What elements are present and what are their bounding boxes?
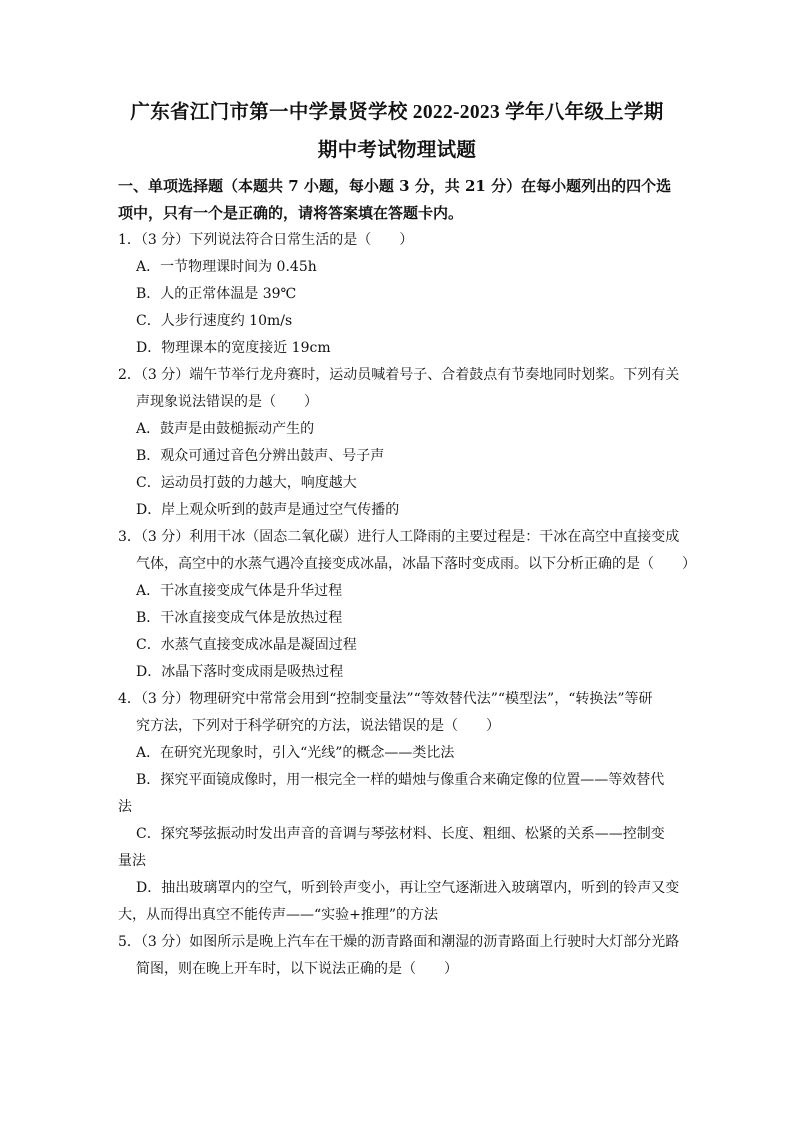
question-3-option-b: B．干冰直接变成气体是放热过程 — [136, 610, 343, 626]
question-5-stem-line2: 简图，则在晚上开车时，以下说法正确的是（ ） — [136, 961, 458, 977]
question-2-option-c: C．运动员打鼓的力越大，响度越大 — [136, 475, 357, 491]
question-4-option-c-line1: C．探究琴弦振动时发出声音的音调与琴弦材料、长度、粗细、松紧的关系——控制变 — [136, 826, 665, 842]
question-4-stem-line1: 4．（3 分）物理研究中常常会用到“控制变量法”“等效替代法”“模型法”，“转换法”等研 — [118, 691, 653, 707]
question-3-option-d: D．冰晶下落时变成雨是吸热过程 — [136, 664, 344, 680]
question-2-stem-line1: 2．（3 分）端午节举行龙舟赛时，运动员喊着号子、合着鼓点有节奏地同时划桨。下列有关 — [118, 367, 680, 383]
question-3-stem-line2: 气体，高空中的水蒸气遇冷直接变成冰晶，冰晶下落时变成雨。以下分析正确的是（ ） — [136, 556, 696, 572]
section-heading-single-choice: 一、单项选择题（本题共 7 小题，每小题 3 分，共 21 分）在每小题列出的四个选项中，只有一个是正确的，请将答案填在答题卡内。 — [118, 177, 672, 222]
question-4-option-d-line1: D．抽出玻璃罩内的空气，听到铃声变小，再让空气逐渐进入玻璃罩内，听到的铃声又变 — [136, 880, 680, 896]
question-1-stem: 1．（3 分）下列说法符合日常生活的是（ ） — [118, 232, 414, 248]
question-2-stem-line2: 声现象说法错误的是（ ） — [136, 394, 318, 410]
question-4-option-c-line2: 量法 — [118, 853, 146, 869]
exam-title-line2: 期中考试物理试题 — [317, 140, 477, 161]
exam-title-line1: 广东省江门市第一中学景贤学校 2022-2023 学年八年级上学期 — [130, 102, 664, 123]
question-1-option-d: D．物理课本的宽度接近 19cm — [136, 340, 331, 356]
question-4-option-d-line2: 大，从而得出真空不能传声——“实验+推理”的方法 — [118, 907, 439, 923]
question-4-option-a: A．在研究光现象时，引入“光线”的概念——类比法 — [136, 745, 455, 761]
question-3-option-c: C．水蒸气直接变成冰晶是凝固过程 — [136, 637, 357, 653]
question-4-option-b-line1: B．探究平面镜成像时，用一根完全一样的蜡烛与像重合来确定像的位置——等效替代 — [136, 772, 665, 788]
question-3-option-a: A．干冰直接变成气体是升华过程 — [136, 583, 343, 599]
question-4-stem-line2: 究方法，下列对于科学研究的方法，说法错误的是（ ） — [136, 718, 500, 734]
question-5-stem-line1: 5．（3 分）如图所示是晚上汽车在干燥的沥青路面和潮湿的沥青路面上行驶时大灯部分光路 — [118, 934, 680, 950]
question-4-option-b-line2: 法 — [118, 799, 132, 815]
question-2-option-d: D．岸上观众听到的鼓声是通过空气传播的 — [136, 502, 400, 518]
question-2-option-a: A．鼓声是由鼓槌振动产生的 — [136, 421, 315, 437]
question-1-option-b: B．人的正常体温是 39℃ — [136, 286, 297, 302]
question-1-option-c: C．人步行速度约 10m/s — [136, 313, 293, 329]
question-2-option-b: B．观众可通过音色分辨出鼓声、号子声 — [136, 448, 385, 464]
question-1-option-a: A．一节物理课时间为 0.45h — [136, 259, 317, 275]
question-3-stem-line1: 3．（3 分）利用干冰（固态二氧化碳）进行人工降雨的主要过程是：干冰在高空中直接变成 — [118, 529, 680, 545]
